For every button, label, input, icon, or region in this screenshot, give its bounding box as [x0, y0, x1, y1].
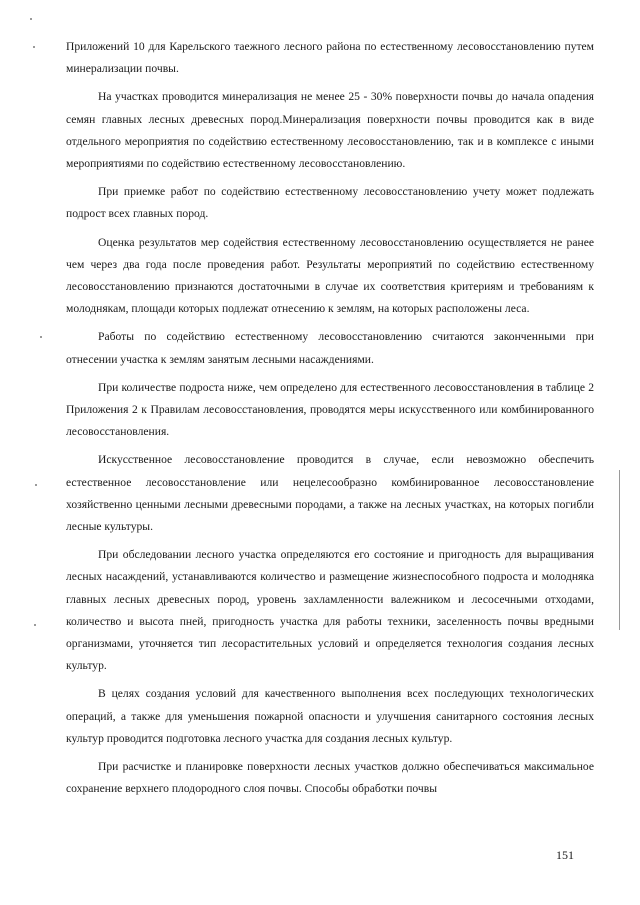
- paragraph-3: При приемке работ по содействию естественному лесовосстановлению учету может подлежать подрост всех главных пород.: [66, 185, 594, 221]
- document-body: [66, 36, 594, 807]
- paragraph-8: При обследовании лесного участка определяются его состояние и пригодность для выращивания лесных насаждений, устанавливаются количество и размещение жизнеспособного подроста и молодняка главных лесных древесных пород, уровень захламленности валежником и лесосечными отходами, количество и высота пней, пригодность участка для работы техники, заселенность почвы вредными организмами, уточняется тип лесорастительных условий и определяется технология создания лесных культур.: [66, 548, 594, 673]
- scan-edge-mark: [619, 470, 620, 630]
- scan-speck: [34, 624, 36, 626]
- paragraph-9: В целях создания условий для качественного выполнения всех последующих технологических операций, а также для уменьшения пожарной опасности и улучшения санитарного состояния лесных культур проводится подготовка лесного участка для создания лесных культур.: [66, 687, 594, 745]
- paragraph-6: При количестве подроста ниже, чем определено для естественного лесовосстановления в таблице 2 Приложения 2 к Правилам лесовосстановления, проводятся меры искусственного или комбинированного лесовосстановления.: [66, 380, 594, 439]
- paragraph-4: Оценка результатов мер содействия естественному лесовосстановлению осуществляется не ранее чем через два года после проведения работ. Результаты мероприятий по содействию естественному лесовосстановлению признаются достаточными в случае их соответствия критериям и требованиям к молоднякам, площади которых подлежат отнесению к землям, на которых расположены леса.: [66, 235, 594, 316]
- scan-speck: [35, 484, 37, 486]
- paragraph-10: При расчистке и планировке поверхности лесных участков должно обеспечиваться максимальное сохранение верхнего плодородного слоя почвы. Способы обработки почвы: [66, 760, 594, 796]
- scan-speck: [30, 18, 32, 20]
- paragraph-1: Приложений 10 для Карельского таежного лесного района по естественному лесовосстановлению путем минерализации почвы.: [66, 40, 594, 76]
- scan-speck: [33, 46, 35, 48]
- paragraph-7: Искусственное лесовосстановление проводится в случае, если невозможно обеспечить естественное лесовосстановление или нецелесообразно комбинированное лесовосстановление хозяйственно ценными лесными древесными породами, а также на лесных участках, на которых погибли лесные культуры.: [66, 453, 594, 534]
- scan-speck: [40, 336, 42, 338]
- paragraph-5: Работы по содействию естественному лесовосстановлению считаются законченными при отнесении участка к землям занятым лесными насаждениями.: [66, 330, 594, 366]
- paragraph-2: На участках проводится минерализация не менее 25 - 30% поверхности почвы до начала опадения семян главных лесных древесных пород.Минерализация поверхности почвы проводится как в виде отдельного мероприятия по содействию естественному лесовосстановлению, так и в комплексе с иными мероприятиями по содействию естественному лесовосстановлению.: [66, 90, 594, 171]
- page-number: 151: [556, 848, 574, 862]
